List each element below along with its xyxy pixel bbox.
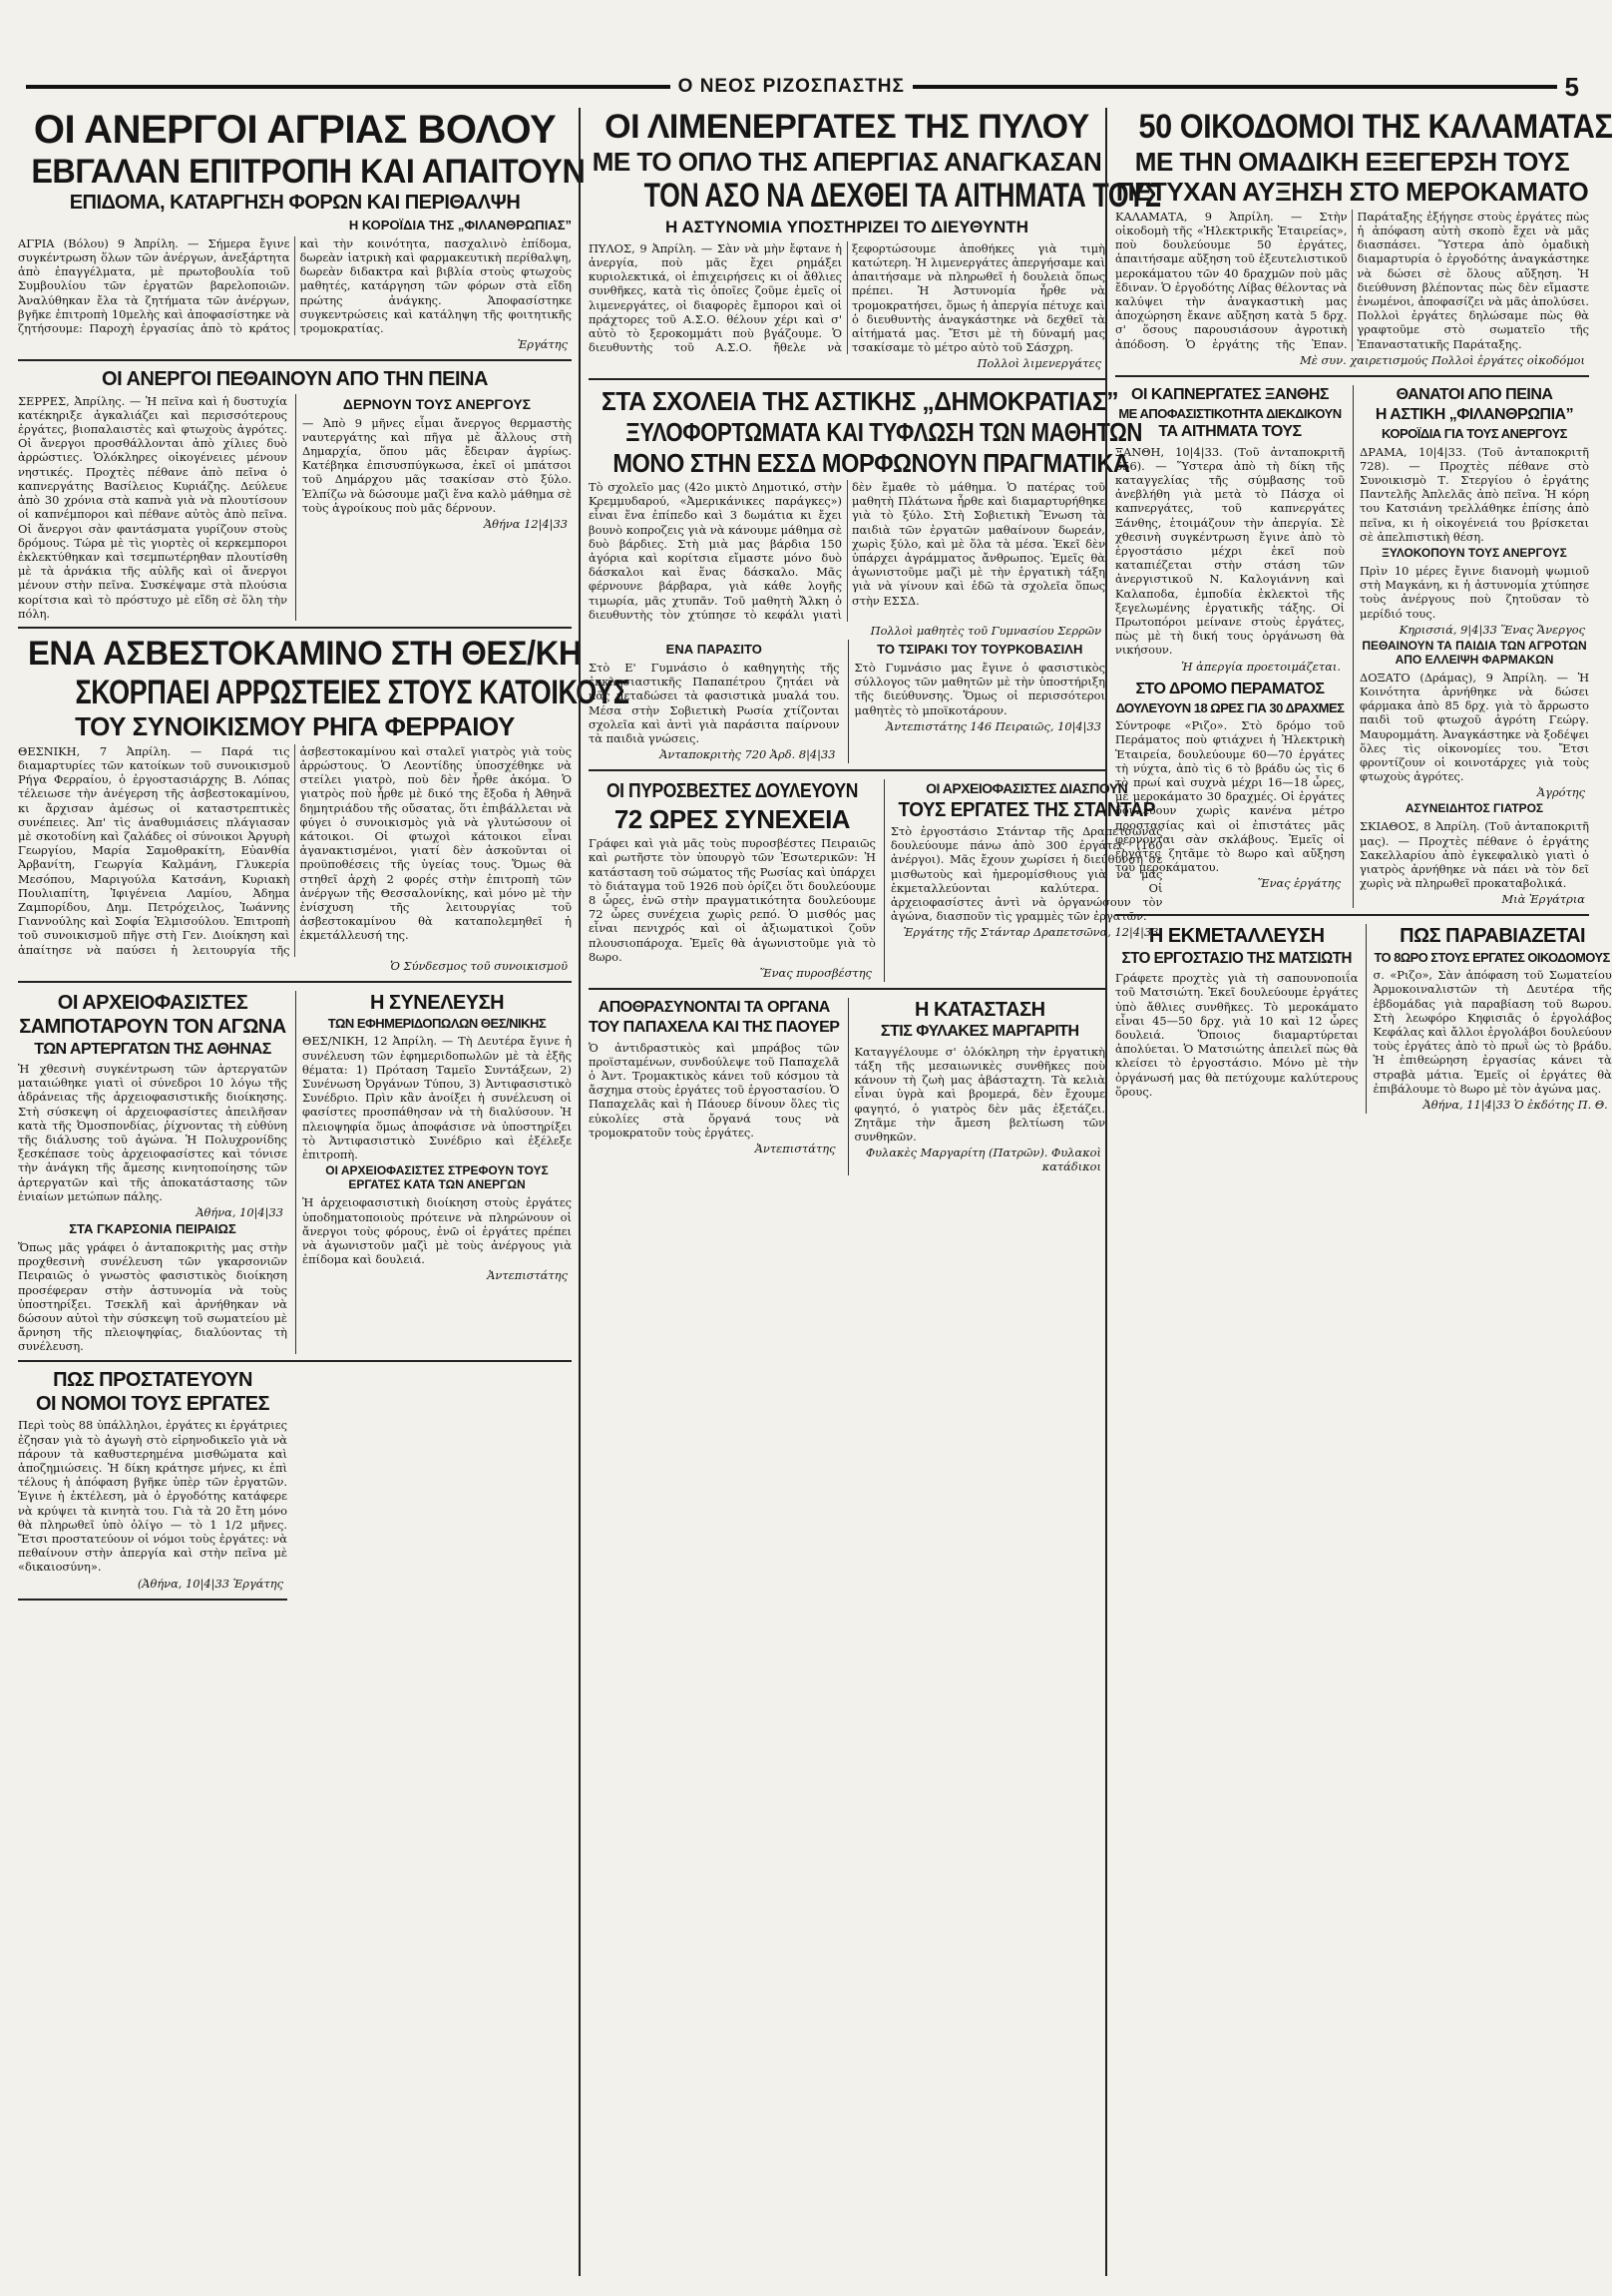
article-hunger-deaths (1353, 385, 1589, 909)
headline: ΣΤΙΣ ΦΥΛΑΚΕΣ ΜΑΡΓΑΡΙΤΗ (880, 1023, 1079, 1041)
headline: ΠΩΣ ΠΡΟΣΤΑΤΕΥΟΥΝ (53, 1368, 252, 1391)
article-body: Ὁ ἀντιδραστικὸς καὶ μπράβος τῶν προϊσταμένων, συνδούλεψε τοῦ Παπαχελᾶ ὁ Ἀντ. Τρομακτικὸς κάνει τοῦ κόσμου τὰ ἄσχημα στοὺς ἐργάτες τοῦ ἐργοστασίου. Ὁ Παπαχελᾶς καὶ ἡ Πάουερ δίνουν ὅλες τὶς εὐκολίες στὰ ὄργανά τους νὰ τρομοκρατοῦν τοὺς ἐργάτες. (589, 1040, 840, 1140)
article-signature: Ἐργάτης τῆς Στάνταρ Δραπετσῶνα, 12|4|33 (903, 925, 1159, 940)
masthead-rule-right (913, 85, 1557, 89)
article-8-hour (1366, 924, 1611, 1113)
masthead-rule-left (26, 85, 670, 89)
article-kalamata-builders (1115, 108, 1612, 377)
article-body: Γράφει καὶ γιὰ μᾶς τοὺς πυροσβέστες Πειραιῶς καὶ ρωτῆστε τὸν ὑπουργὸ τῶν Ἐσωτερικῶν: Ἡ κατάσταση τοῦ σώματος τῆς Ρωσίας καὶ ὑπάρχει τὸ διάταγμα τοῦ 1926 ποὺ ὁρίζει ὅτι δουλεύουμε 8 ὧρες, ἐνῶ στὴν πραγματικότητα δουλεύουμε 72 ὧρες συνέχεια χωρὶς ρεπό. Ὁ μισθός μας εἶναι πενιχρός καὶ οἱ ἀξιωματικοὶ ζοῦν πλουσιοπάροχα. Ἐμεῖς θὰ ἀγωνιστοῦμε γιὰ τὸ 8ωρο. (589, 836, 876, 964)
headline: ΟΙ ΑΡΧΕΙΟΦΑΣΙΣΤΕΣ ΔΙΑΣΠΟΥΝ (926, 780, 1128, 797)
article-pair (589, 779, 1163, 990)
subheadline: ΑΣΥΝΕΙΔΗΤΟΣ ΓΙΑΤΡΟΣ (1405, 801, 1544, 816)
headline: ΕΒΓΑΛΑΝ ΕΠΙΤΡΟΠΗ ΚΑΙ ΑΠΑΙΤΟΥΝ (31, 152, 586, 191)
article-signature: Ἀγρότης (1536, 785, 1585, 800)
article-main (18, 394, 287, 621)
article-xanthi-tobacco (1115, 385, 1345, 909)
headline: ΤΑ ΑΙΤΗΜΑΤΑ ΤΟΥΣ (1158, 423, 1302, 441)
article-body: Τὸ σχολεῖο μας (42ο μικτὸ Δημοτικό, στὴν Κρεμμυδαρού, «Ἀμερικάνικες παράγκες») εἶναι ἕνα ἐπίπεδο καὶ 3 δωμάτια κι ἔχει βουνὸ κοπροζεις γιὰ νὰ κάνουμε μάθημα σὲ δυὸ βάρδιες. Στὴ μιὰ μας βάρδια 150 ἀγόρια καὶ κορίτσια εἴμαστε μόνο δυὸ δάσκαλοι καὶ ἕνας δάσκαλο. Μᾶς φέρνουνε βάρβαρα, γιὰ κάθε λογῆς τιμωρία, μᾶς χτυπᾶν. Τοῦ μαθητὴ Ἄλκη ὁ διευθυντὴς τὸν χτύπησε τὸ κεφάλι γιατὶ δὲν ἔμαθε τὸ μάθημα. Ὁ πατέρας τοῦ μαθητὴ Πλάτωνα ἦρθε καὶ διαμαρτυρήθηκε γιὰ τὸ ξύλο. Στὴ Σοβιετικὴ Ἕνωση τὰ παιδιὰ τῶν ἐργατῶν μαθαίνουν δωρεάν, χωρὶς ξύλο, καὶ μὲ ὅλα τὰ μέσα. Ἐκεῖ δὲν ὑπάρχει ἀγράμματος ἄνθρωπος. Ἐμεῖς θὰ ἀγωνιστοῦμε μαζὶ μὲ τὴν ἐργατικὴ τάξη γιὰ νὰ γίνουν καὶ ἐδῶ τὰ σχολεῖα ὅπως στὴν ΕΣΣΔ. (589, 480, 1105, 622)
article-body: ΘΕΣΝΙΚΗ, 7 Ἀπρίλη. — Παρά τις διαμαρτυρίες τῶν κατοίκων τοῦ συνοικισμοῦ Ρήγα Φερραίου, ὁ ἐργοστασιάρχης Β. Λόπας τέλειωσε τὴν ἀνέγερση τῆς ἀσβεστοκαμίνου, κι ἄρχισαν ἀμέσως οἱ καταστρεπτικὲς συνέπειες. Ἀπ' τὶς ἀναθυμιάσεις πλάγιασαν μὲ σκοτοδίνη καὶ ζαλάδες οἱ σύνοικοι Ἀργυρὴ Γεωργίου, Μαρία Σαμοθρακίτη, Εὐανθία Ἀρβανίτη, Γεωργία Καλμάνη, Γλυκερία Μεσόπου, Μαριγούλα Κατσάνη, Κυριακὴ Πουλιαπίτη, Ἰφιγένεια Λαμίου, Ἀδημα Ζαμπορίδου, Δημ. Πετρόχειλος, Ἰωάννης Γιαννούλης καὶ Σοφία Ἐλμισούλου. Ἐπιτροπὴ τοῦ συνοικισμοῦ πῆγε στὴ Γεν. Διοίκηση καὶ ἀπαίτησε νὰ παύσει ἡ λειτουργία τῆς ἀσβεστοκαμίνου καὶ σταλεῖ γιατρὸς γιὰ τοὺς ἀρρώστους. Ὁ Λεοντίδης ὑποσχέθηκε νὰ στείλει γιατρὸ, ποὺ δὲν ἦρθε ἀκόμα. Ὁ γιατρὸς ποὺ ἦρθε μὲ δικό της ἔξοδα ἡ Ἀθηνᾶ δημητριάδου τῆς οὔσατας, ὅτι ἐπιβάλλεται νὰ φύγει ὁ συνοικισμὸς γιὰ νὰ γλυτώσουν οἱ κάτοικοι. Οἱ φτωχοὶ κάτοικοι εἶναι ἀγανακτισμένοι, γιατί δὲν ἀσκοῦνται οἱ προϋποθέσεις τῆς ὑγείας τους. Ὅμως θὰ στηθεῖ ἀρχὴ 2 φορές στὴν ἐπιτροπὴ τῶν ἀνέργων τῆς Θεσσαλονίκης, καὶ μόνο μὲ τὴν ἐνίσχυση τῆς λειτουργίας τοῦ ἀσβεστοκαμίνου θὰ καταπολεμηθεῖ ἡ ἐκμετάλλευσή της. (18, 743, 572, 957)
headline: ΟΙ ΑΝΕΡΓΟΙ ΠΕΘΑΙΝΟΥΝ ΑΠΟ ΤΗΝ ΠΕΙΝΑ (102, 368, 488, 391)
article-split (589, 640, 1105, 763)
headline: ΚΟΡΟΪΔΙΑ ΓΙΑ ΤΟΥΣ ΑΝΕΡΓΟΥΣ (1382, 426, 1567, 442)
headline: ΠΩΣ ΠΑΡΑΒΙΑΖΕΤΑΙ (1400, 925, 1586, 948)
headline: ΣΑΜΠΟΤΑΡΟΥΝ ΤΟΝ ΑΓΩΝΑ (19, 1016, 286, 1039)
article-body: Ὅπως μᾶς γράφει ὁ ἀνταποκριτὴς μας στὴν προχθεσινὴ συνέλευση τῶν γκαρσονιῶν Πειραιῶς ὁ γνωστὸς φασιστικὸς διοίκηση προσέφεραν στὴν ἀστυνομία νὰ τοὺς ὑποστηρίξει. Τσεκλῆ καὶ ἀρνήθηκαν νὰ δώσουν αὐτοὶ τὴν σύσκεψη τοῦ σωματείου μὲ ἄρνηση τῆς πλειοψηφίας, διαλύοντας τὴ συνέλευση. (18, 1239, 287, 1354)
side-body: — Ἀπὸ 9 μῆνες εἶμαι ἄνεργος θερμαστὴς ναυτεργάτης καὶ πῆγα μὲ ἄλλους στὴ Δημαρχία, ὅπου μᾶς ἔδειραν ἀγρίως. Κατέβηκα ἐπισυσπύγκωσα, ἐκεῖ οἱ μπάτσοι τοῦ Δημάρχου μᾶς τσακίσαν στὸ ξύλο. Ἐλπίζω νὰ δώσουμε μαζὶ ἕνα καλὸ μάθημα σὲ τοὺς ἀγροίκους ποὺ μᾶς δέρνουν. (302, 415, 572, 515)
headline: ΟΙ ΑΡΧΕΙΟΦΑΣΙΣΤΕΣ (57, 991, 248, 1014)
side-headline: Η ΚΟΡΟΪΔΙΑ ΤΗΣ „ΦΙΛΑΝΘΡΩΠΙΑΣ” (348, 217, 572, 232)
article-split (18, 394, 572, 621)
article-signature: Ἐργάτης (517, 337, 568, 352)
headline: Η ΕΚΜΕΤΑΛΛΕΥΣΗ (1148, 925, 1325, 948)
article-body: Στὸ ἐργοστάσιο Στάνταρ τῆς Δραπετσώνας δουλεύουμε πάνω ἀπὸ 300 ἐργάτες (160 ἀνέργοι). Μᾶς ἔχουν χωρίσει ἡ διεύθυνση σὲ μισθωτοὺς καὶ ἡμερομίσθιους γιὰ νὰ μᾶς ἐκμεταλλεύονται καλύτερα. Οἱ ἀρχειοφασίστες ἀντὶ νὰ ὀργανώσουν τὸν ἀγώνα, διασποῦν τὶς γραμμὲς τῶν ἐργατῶν. (890, 823, 1163, 924)
article-pair (1115, 924, 1612, 1113)
article-schools (589, 386, 1143, 771)
article-signature: Ἀθήνα, 10|4|33 (196, 1204, 283, 1219)
article-signature: Ἀθήνα 12|4|33 (483, 517, 568, 532)
article-laws-protect (18, 1370, 287, 1601)
article-body: Ἡ ἀρχειοφασιστικὴ διοίκηση στοὺς ἐργάτες ὑποδηματοποιοὺς πρότεινε νὰ πληρώνουν οἱ ἄνεργοι τοὺς φόρους, ἐνῶ οἱ ἐργάτες πρέπει νὰ ἀγωνιστοῦν μαζὶ μὲ τοὺς ἀνέργους γιὰ ἐπίδομα καὶ δουλειά. (302, 1195, 572, 1267)
article-tsiraki (848, 640, 1106, 763)
subheadline: ΣΤΑ ΓΚΑΡΣΟΝΙΑ ΠΕΙΡΑΙΩΣ (69, 1220, 236, 1236)
article-body: Στὸ Γυμνάσιο μας ἔγινε ὁ φασιστικὸς σύλλογος τῶν μαθητῶν μὲ τὴν ὑποστήριξη τῆς διεύθυνσης. Ὅμως οἱ περισσότεροι μαθητὲς τὸ μποϊκοτάρουν. (854, 661, 1105, 717)
headline: ΣΤΑ ΣΧΟΛΕΙΑ ΤΗΣ ΑΣΤΙΚΗΣ „ΔΗΜΟΚΡΑΤΙΑΣ” (601, 386, 1119, 417)
article-body: ΚΑΛΑΜΑΤΑ, 9 Ἀπρίλη. — Στὴν οἰκοδομὴ τῆς «Ἠλεκτρικῆς Ἑταιρείας», ποὺ δουλεύουμε 50 ἐργάτες, ἀπαιτήσαμε αὔξηση τοῦ ἐξευτελιστικοῦ μεροκάματου τῶν 40 δραχμῶν ποὺ μᾶς ἔδιναν. Ὁ ἐργοδότης Λίβας θέλοντας νὰ καλύψει τὴν ἀναγκαστικὴ μας ἀποχώρηση ἔκανε αὔξηση κατὰ 5 δρχ. σ' ὅσους παρουσιάσουν ἀγροτικὴ ἀπόδοση. Ὁ ἐργάτης τῆς Ἐπαν. Παράταξης ἐξήγησε στοὺς ἐργάτες πὼς ἡ ἀπόφαση αὐτὴ σκοπὸ ἔχει νὰ μᾶς διασπάσει. Ὕστερα ἀπὸ ὁμαδικὴ διαμαρτυρία ὁ ἐργοδότης ἀναγκάστηκε νὰ δώσει σὲ ὅλους αὔξηση. Ἡ διεύθυνση βλέποντας πὼς δὲν εἴμαστε ἑνωμένοι, ἀποφασίζει νὰ μᾶς ἀπολύσει. Πολλοὶ ἐργάτες δηλώσαμε πὼς θὰ γραφτοῦμε στὸ σωματεῖο τῆς Ἐπαναστατικῆς Παράταξης. (1115, 209, 1590, 351)
article-body: Ἡ χθεσινὴ συγκέντρωση τῶν ἀρτεργατῶν ματαιώθηκε γιατὶ οἱ σύνεδροι 10 λόγω τῆς ἀδράνειας τῆς ἀρχειοφασιστικῆς διοίκησης. Στὴ σύσκεψη οἱ ἀρχειοφασίστες ἀπειλῆσαν κατὰ τῆς Ὀμοσπονδίας, ῥίχνοντας τὴ εὐθύνη τῆς διάλυσης τοῦ ἀγώνα. Ἡ Πολυχρονίδης ξεσκέπασε τοὺς ἀρχειοφασίστες καὶ τόνισε τὴν ἀνάγκη τῆς ἄμεσης κινητοποίησης τῶν ἀρτεργατῶν καὶ τῆς ἀποκατάστασης τῶν ἑνιαίων μετώπων πάλης. (18, 1061, 287, 1203)
subheadline: ΤΩΝ ΑΡΤΕΡΓΑΤΩΝ ΤΗΣ ΑΘΗΝΑΣ (34, 1040, 271, 1058)
article-body: Στὸ Ε' Γυμνάσιο ὁ καθηγητὴς τῆς ἐκκλησιαστικῆς Παπαπέτρου ζητάει νὰ μᾶς μεταδώσει τὰ φασιστικὰ μυαλά του. Μέσα στὴν Σοβιετικὴ Ρωσία χτίζονται σχολεῖα καὶ ἀντὶ γιὰ παράσιτα παίρνουν τὰ παιδιὰ γνώσεις. (589, 661, 840, 746)
article-side (295, 394, 572, 621)
headline: ΤΟΝ ΑΣΟ ΝΑ ΔΕΧΘΕΙ ΤΑ ΑΙΤΗΜΑΤΑ ΤΟΥΣ (643, 177, 1161, 216)
column-left (18, 108, 629, 2276)
headline: ΜΕ ΤΟ ΟΠΛΟ ΤΗΣ ΑΠΕΡΓΙΑΣ ΑΝΑΓΚΑΣΑΝ (592, 146, 1102, 177)
article-pylos-dockers (589, 108, 1161, 380)
article-signature: Ἡ ἀπεργία προετοιμάζεται. (1181, 659, 1341, 674)
article-body: σ. «Ριζο», Σὰν ἀπόφαση τοῦ Σωματείου Ἀρμοκοιναλιστῶν τὴ Δευτέρα τῆς ἑβδομάδας γιὰ παραβίαση τοῦ 8ωρου. Στὴ λεωφόρο Κηφισιᾶς ὁ ἐργολάβος Κεφάλας καὶ ἄλλοι ἐργολάβοι δουλεύουν τοὺς ἐργάτες ἀπὸ τὸ πρωῒ ὡς τὸ βράδυ. Ἡ ἐπιθεώρηση ἐργασίας κάνει τὰ στραβὰ μάτια. Ἐμεῖς οἱ ἐργάτες θὰ ἐπιβάλουμε τὸ 8ωρο μὲ τὸν ἀγώνα μας. (1373, 968, 1612, 1096)
article-body: ΔΟΞΑΤΟ (Δράμας), 9 Ἀπρίλη. — Ἡ Κοινότητα ἀρνήθηκε νὰ δώσει φάρμακα ἀπὸ 85 δρχ. γιὰ τὸ ἄρρωστο παιδὶ τοῦ φτωχοῦ ἀγρότη Γεώργ. Μαυρομμάτη. Ἀναγκάστηκε νὰ ξοδέψει ὅλες τὶς οἰκονομίες του. Ἔτσι φροντίζουν οἱ κοινοτάρχες γιὰ τοὺς φτωχοὺς ἀγρότες. (1360, 670, 1589, 784)
headline: ΞΥΛΟΦΟΡΤΩΜΑΤΑ ΚΑΙ ΤΥΦΛΩΣΗ ΤΩΝ ΜΑΘΗΤΩΝ (625, 417, 1143, 447)
headline: ΕΝΑ ΑΣΒΕΣΤΟΚΑΜΙΝΟ ΣΤΗ ΘΕΣ/ΚΗ (27, 634, 583, 673)
headline: ΜΕ ΑΠΟΦΑΣΙΣΤΙΚΟΤΗΤΑ ΔΙΕΚΔΙΚΟΥΝ (1118, 406, 1342, 422)
headline: ΟΙ ΛΙΜΕΝΕΡΓΑΤΕΣ ΤΗΣ ΠΥΛΟΥ (604, 108, 1089, 146)
headline: ΑΠΟΘΡΑΣΥΝΟΝΤΑΙ ΤΑ ΟΡΓΑΝΑ (598, 999, 830, 1017)
headline: ΔΟΥΛΕΥΟΥΝ 18 ΩΡΕΣ ΓΙΑ 30 ΔΡΑΧΜΕΣ (1115, 699, 1345, 715)
subheadline: ΞΥΛΟΚΟΠΟΥΝ ΤΟΥΣ ΑΝΕΡΓΟΥΣ (1382, 546, 1567, 561)
article-signature: Ἕνας ἐργάτης (1257, 876, 1341, 891)
newspaper-title: Ο ΝΕΟΣ ΡΙΖΟΣΠΑΣΤΗΣ (677, 76, 905, 97)
side-headline: ΔΕΡΝΟΥΝ ΤΟΥΣ ΑΝΕΡΓΟΥΣ (342, 395, 532, 412)
article-body: ΠΥΛΟΣ, 9 Ἀπρίλη. — Σὰν νὰ μὴν ἔφτανε ἡ ἀνεργία, ποὺ μᾶς ἔχει ρημάξει κυριολεκτικά, οἱ ἐπιχειρήσεις κι οἱ ἄθλιες συνθῆκες, κατὰ τὶς ὁποῖες ζοῦμε ἐμεῖς οἱ λιμενεργάτες, οἱ διαφορὲς ἔμποροι καὶ οἱ πράχτορες τοῦ Α.Σ.Ο. θέλουν χέρι καὶ σ' αὐτὸ τὸ ξεροκομμάτι ποὺ βγάζουμε. Ὁ διευθυντὴς τοῦ Α.Σ.Ο. ἤθελε νὰ ξεφορτώσουμε ἀποθήκες γιὰ τιμὴ κατώτερη. Ἡ λιμενεργάτες ἀπεργήσαμε καὶ ἀπαιτήσαμε νὰ πληρωθεῖ ἡ δουλειὰ ὅπως πρέπει. Ἡ Ἀστυνομία ἦρθε νὰ τρομοκρατήσει, ὅμως ἡ ἀπεργία πέτυχε καὶ ὁ διευθυντὴς ἀναγκάστηκε νὰ δεχθεῖ τὰ αἰτήματά μας. Ἔτσι μὲ τὴ δύναμή μας τσακίσαμε τὸ μέτρο αὐτὸ τοῦ Σάσχρη. (589, 240, 1105, 355)
headline: ΣΤΟ ΕΡΓΟΣΤΑΣΙΟ ΤΗΣ ΜΑΤΣΙΩΤΗ (1121, 949, 1353, 967)
article-signature: Πολλοὶ λιμενεργάτες (977, 356, 1101, 371)
headline: Η ΣΥΝΕΛΕΥΣΗ (369, 991, 505, 1014)
headline: ΤΟΥ ΠΑΠΑΧΕΛΑ ΚΑΙ ΤΗΣ ΠΑΟΥΕΡ (589, 1019, 840, 1037)
article-signature: Ἀθήνα, 11|4|33 Ὁ ἐκδότης Π. Θ. (1422, 1097, 1608, 1112)
article-serres-hunger (18, 369, 572, 629)
article-signature: Μιὰ Ἐργάτρια (1501, 892, 1585, 907)
subheadline: ΤΩΝ ΕΦΗΜΕΡΙΔΟΠΩΛΩΝ ΘΕΣ/ΝΙΚΗΣ (327, 1016, 547, 1032)
subheadline: ΕΠΙΔΟΜΑ, ΚΑΤΑΡΓΗΣΗ ΦΟΡΩΝ ΚΑΙ ΠΕΡΙΘΑΛΨΗ (69, 192, 521, 215)
headline: Η ΑΣΤΙΚΗ „ΦΙΛΑΝΘΡΩΠΙΑ” (1375, 406, 1574, 424)
article-body: ΑΓΡΙΑ (Βόλου) 9 Ἀπρίλη. — Σήμερα ἔγινε συγκέντρωση ὅλων τῶν ἀνέργων, ἀνεξάρτητα ἀπὸ ἐπαγγέλματα, μὲ πρωτοβουλία τοῦ Συμβουλίου τῶν ἐργατῶν βαρελοποιῶν. Ἀναλύθηκαν ἔλα τὰ ζητήματα τῶν ἀνέργων, βγῆκε ἐπιτροπὴ 10μελὴς καὶ ἀποφασίστηκε νὰ ζητήσουμε: Παροχὴ ἐργασίας ἀπὸ τὸ κράτος καὶ τὴν κοινότητα, πασχαλινὸ ἐπίδομα, δωρεὰν ἰατρικὴ καὶ φαρμακευτικὴ περίθαλψη, δωρεὰν διδακτρα καὶ βιβλία στοὺς φτωχοὺς μαθητές, κατάργηση τῶν φόρων στὰ εἴδη πρώτης ἀνάγκης. Ἀποφασίστηκε συγκεντρώσεις καὶ κατάληψη τῆς φοιτητικῆς τρομοκρατίας. (18, 235, 572, 336)
article-body: ΣΚΙΑΘΟΣ, 8 Ἀπρίλη. (Τοῦ ἀνταποκριτῆ μας). — Προχτὲς πέθανε ὁ ἐργάτης Σακελλαρίου ἀπὸ ἐγκεφαλικὸ γιατὶ ὁ γιατρὸς ἀρνήθηκε νὰ πάει νὰ τὸν δεῖ χωρὶς νὰ πληρωθεῖ προκαταβολικά. (1360, 819, 1589, 891)
article-pair (589, 998, 1105, 1175)
article-body: Γράφετε προχτὲς γιὰ τὴ σαπουνοποιΐα τοῦ Ματσιώτη. Ἐκεῖ δουλεύουμε ἐργάτες ὑπὸ ἄθλιες συνθῆκες. Τὸ μεροκάματο εἶναι 45—50 δρχ. γιὰ 10 καὶ 12 ὧρες δουλειά. Ὅποιος διαμαρτύρεται ἀπολύεται. Ὁ Ματσιώτης ἀπειλεῖ πὼς θὰ κλείσει τὸ ἐργοστάσιο. Μόνο μὲ τὴν ὀργάνωσή μας θὰ πετύχουμε καλύτερους ὅρους. (1115, 971, 1359, 1099)
article-signature: Φυλακὲς Μαργαρίτη (Πατρῶν). Φυλακοὶ κατάδικοι (865, 1146, 1101, 1174)
article-parasite (589, 640, 840, 763)
headline: ΘΑΝΑΤΟΙ ΑΠΟ ΠΕΙΝΑ (1396, 385, 1553, 403)
article-news-vendors (295, 991, 572, 1354)
column-right (1105, 108, 1612, 2276)
article-signature: Ὁ Σύνδεσμος τοῦ συνοικισμοῦ (390, 958, 568, 973)
article-signature: Ἀντεπιστάτης 146 Πειραιῶς, 10|4|33 (886, 718, 1101, 733)
article-firefighters (589, 779, 876, 982)
page-number: 5 (1564, 71, 1580, 102)
subheadline: ΟΙ ΑΡΧΕΙΟΦΑΣΙΣΤΕΣ ΣΤΡΕΦΟΥΝ ΤΟΥΣ ΕΡΓΑΤΕΣ ΚΑΤΑ ΤΩΝ ΑΝΕΡΓΩΝ (325, 1163, 549, 1192)
headline: 72 ΩΡΕΣ ΣΥΝΕΧΕΙΑ (613, 803, 851, 834)
masthead (18, 71, 1580, 102)
article-signature: Ἀντεπιστάτης (487, 1268, 568, 1283)
article-pair (18, 991, 572, 1362)
headline: 50 ΟΙΚΟΔΟΜΟΙ ΤΗΣ ΚΑΛΑΜΑΤΑΣ (1138, 108, 1612, 146)
article-agria-unemployed (18, 108, 586, 361)
article-signature: (Ἀθήνα, 10|4|33 Ἐργάτης (137, 1576, 283, 1591)
article-signature: Πολλοὶ μαθητὲς τοῦ Γυμνασίου Σερρῶν (870, 624, 1101, 639)
headline: ΜΕ ΤΗΝ ΟΜΑΔΙΚΗ ΕΞΕΓΕΡΣΗ ΤΟΥΣ (1134, 146, 1570, 177)
headline: ΣΤΟ ΔΡΟΜΟ ΠΕΡΑΜΑΤΟΣ (1135, 680, 1325, 697)
article-body: ΞΑΝΘΗ, 10|4|33. (Τοῦ ἀνταποκριτῆ 656). — Ὕστερα ἀπὸ τὴ δίκη τῆς καταγγελίας τῆς σύμβασης τοῦ ἀνεβλήθη γιὰ μετὰ τὸ Πάσχα οἱ καπνεργάτες, τοῦ καπνεργάτες Ξάνθης, ἑτοιμάζουν τὴν ἀπεργία. Σὲ χθεσινὴ συγκέντρωση ἔγινε ἀπὸ τὸ ἐργοστάσιο μέχρι ἑκεῖ ποὺ καταπιέζεται στὴν στάση τῶν ἀνεργιστικοῦ Ν. Καλογιάννη καὶ Καλαποδα, ἐμποδία ἐκλεκτοὶ τῆς ξεγελωμένης ἐργατικῆς τάξης. Οἱ Πρωτοπόροι μείνανε στοὺς ἐργάτες, πὼς μὲ τὴ δική τους ὀργάνωση θὰ νικήσουν. (1115, 444, 1345, 658)
headline: ΟΙ ΚΑΠΝΕΡΓΑΤΕΣ ΞΑΝΘΗΣ (1131, 385, 1329, 403)
article-matsiotis (1115, 924, 1358, 1113)
headline: ΟΙ ΝΟΜΟΙ ΤΟΥΣ ΕΡΓΑΤΕΣ (35, 1392, 270, 1415)
article-signature: Ἀνταποκριτὴς 720 Ἀρδ. 8|4|33 (659, 747, 836, 762)
subheadline: ΤΟ ΤΣΙΡΑΚΙ ΤΟΥ ΤΟΥΡΚΟΒΑΣΙΛΗ (877, 642, 1083, 658)
headline: Η ΚΑΤΑΣΤΑΣΗ (914, 999, 1045, 1022)
headline: ΟΙ ΑΝΕΡΓΟΙ ΑΓΡΙΑΣ ΒΟΛΟΥ (33, 108, 557, 152)
subheadline: ΠΕΘΑΙΝΟΥΝ ΤΑ ΠΑΙΔΙΑ ΤΩΝ ΑΓΡΟΤΩΝ ΑΠΟ ΕΛΛΕΙΨΗ ΦΑΡΜΑΚΩΝ (1362, 638, 1587, 667)
article-body: Σύντροφε «Ριζο». Στὸ δρόμο τοῦ Περάματος ποὺ φτιάχνει ἡ Ἠλεκτρικὴ Ἑταιρεία, δουλεύουμε 60—70 ἐργάτες τὴ νύχτα, ἀπὸ τὶς 6 τὸ βράδυ ὡς τὶς 6 τὸ πρωί καὶ συχνὰ μέχρι 16—18 ὧρες, μὲ μεροκάματο 30 δραχμές. Οἱ ἐργάτες δουλεύουν χωρὶς κανένα μέτρο προστασίας καὶ οἱ ἐπιστάτες μᾶς φέρνονται σὰν σκλάβους. Ἐμεῖς οἱ ἐργάτες ζητᾶμε τὸ 8ωρο καὶ αὔξηση τοῦ μεροκάματου. (1115, 718, 1345, 875)
article-signature: Κηρισσιά, 9|4|33 Ἕνας Ἄνεργος (1399, 622, 1585, 637)
article-body: ΣΕΡΡΕΣ, Ἀπρίλης. — Ἡ πεῖνα καὶ ἡ δυστυχία κατέκηριξε ἀγκαλιάζει καὶ περισσότερους ἐργάτες, βιοπαλαιστὲς καὶ φτωχοὺς ἀγρότες. Οἱ ἄνεργοι προσθάλλονται ἀπὸ χίλιες δυὸ ἀρρώστιες. Ὁλόκληρες οἰκογένειες μένουν νηστικές. Προχτὲς πέθανε ἀπὸ πεῖνα ὁ καπνεργάτης Βασίλειος Κυριάζης. Δεύλευε ἀπὸ 30 χρόνια στὰ καπνὰ γιὰ νὰ πλουτίσουν οἱ καπνέμποροι καὶ πέθανε αὐτὸς ἀπὸ πεῖνα. Οἱ ἄνεργοι σὰν φαντάσματα γυρίζουν στοὺς δρόμους. Τώρα μὲ τὶς γιορτὲς οἱ κερκεμποροι ἐκλεκτύθηκαν καὶ τσεμπωτέρηθαν πλουτίσθη μὲ τὰ ἀρνάκια τῆς αὐλῆς καὶ οἱ ἄνεργοι μένουν στὴν πεῖνα. Συσκέψαμε στὰ πλούσια κορίτσια καὶ τὸ πρόστυχο μὲ εἴδη σὲ ὅλη τὴν πόλη. (18, 393, 287, 621)
article-pair (1115, 385, 1589, 917)
headline: ΣΚΟΡΠΑΕΙ ΑΡΡΩΣΤΕΙΕΣ ΣΤΟΥΣ ΚΑΤΟΙΚΟΥΣ (75, 673, 629, 711)
headline: ΜΟΝΟ ΣΤΗΝ ΕΣΣΔ ΜΟΡΦΩΝΟΥΝ ΠΡΑΓΜΑΤΙΚΑ (612, 447, 1130, 478)
article-body: Καταγγέλουμε σ' ὁλόκληρη τὴν ἐργατικὴ τάξη τῆς μεσαιωνικὲς συνθῆκες ποὺ κάνουν τὴ ζωὴ μας ἀβάσταχτη. Τὰ κελιὰ εἶναι ὑγρὰ καὶ βρομερά, δὲν ἔχουμε φαγητό, ὁ γιατρὸς δὲν μᾶς ἐξετάζει. Ζητᾶμε τὴν ἄμεση βελτίωση τῶν συνθηκῶν. (854, 1044, 1105, 1144)
article-body: Περὶ τοὺς 88 ὑπάλληλοι, ἐργάτες κι ἐργάτριες ἐζησαν γιὰ τὸ ἀγωγὴ στὸ εἰρηνοδικεῖο γιὰ νὰ πάρουν τὰ καθυστερημένα μισθώματα καὶ ἀποζημιώσεις. Ἡ δίκη κράτησε μήνες, κι ἐπὶ τέλους ἡ ἀπόφαση βγῆκε ὑπὲρ τῶν ἐργατῶν. Ἐγινε ἡ ἐκτέλεση, μὰ ὁ ἐργοδότης κατάφερε νὰ κρύψει τὰ κινητὰ του. Γιὰ τὰ 20 ἔτη μόνο θὰ πληρωθεῖ ὑπὸ ὀλίγο — τὸ 1 1/2 μῆνες. Ἔτσι προστατεύουν οἱ νόμοι τοὺς ἐργάτες: νὰ πεθαίνουν στὴν ἀπεργία καὶ στὴν πεῖνα μὲ «δικαιοσύνη». (18, 1418, 287, 1575)
article-papachelas (589, 998, 840, 1175)
subheadline: Η ΑΣΤΥΝΟΜΙΑ ΥΠΟΣΤΗΡΙΖΕΙ ΤΟ ΔΙΕΥΘΥΝΤΗ (665, 217, 1028, 236)
article-body: ΘΕΣ/ΝΙΚΗ, 12 Ἀπρίλη. — Τὴ Δευτέρα ἔγινε ἡ συνέλευση τῶν ἐφημεριδοπωλῶν μὲ τὰ ἑξῆς θέματα: 1) Πρόταση Ταμεῖο Συντάξεων, 2) Συνένωση Ὀργάνων Τύπου, 3) Ἀντιφασιστικὸ Συνέδριο. Πρὶν κἂν ἀνοίξει ἡ συνέλευση οἱ φασίστες προσπάθησαν νὰ τὴ διαλύσουν. Ἡ πλειοψηφία ὅμως ἀποφάσισε νὰ ὑποστηρίξει τὸ Ἀντιφασιστικὸ Συνέδριο καὶ ἐξέλεξε ἐπιτροπὴ. (302, 1034, 572, 1162)
headline: ΠΕΤΥΧΑΝ ΑΥΞΗΣΗ ΣΤΟ ΜΕΡΟΚΑΜΑΤΟ (1115, 177, 1589, 208)
article-signature: Ἀντεπιστάτης (754, 1142, 836, 1156)
article-body: Πρὶν 10 μέρες ἔγινε διανομὴ ψωμιοῦ στὴ Μαγκάνη, κι ἡ ἀστυνομία χτύπησε τοὺς ἀνέργους ποὺ ζητοῦσαν τὸ μερίδιό τους. (1360, 564, 1589, 621)
article-body: ΔΡΑΜΑ, 10|4|33. (Τοῦ ἀνταποκριτῆ 728). — Προχτὲς πέθανε στὸ Συνοικισμὸ Τ. Στεργίου ὁ ἐργάτης Παντελῆς Ἀπλελᾶς ἀπὸ πεῖνα. Ἡ κόρη του Κατσιάνη τρελλάθηκε ἐπίσης ἀπὸ πεῖνα, κι ἡ οἰκογένειά του βρίσκεται σὲ ἀπελπιστικὴ θέση. (1360, 444, 1589, 544)
article-prison (848, 998, 1106, 1175)
headline: ΤΟ 8ΩΡΟ ΣΤΟΥΣ ΕΡΓΑΤΕΣ ΟΙΚΟΔΟΜΟΥΣ (1375, 949, 1611, 965)
article-archeofascists (18, 991, 287, 1354)
headline: ΟΙ ΠΥΡΟΣΒΕΣΤΕΣ ΔΟΥΛΕΥΟΥΝ (605, 780, 858, 803)
subheadline: ΤΟΥ ΣΥΝΟΙΚΙΣΜΟΥ ΡΗΓΑ ΦΕΡΡΑΙΟΥ (75, 711, 515, 742)
article-signature: Ἕνας πυροσβέστης (759, 966, 872, 981)
subheadline: ΕΝΑ ΠΑΡΑΣΙΤΟ (665, 642, 762, 658)
column-middle (579, 108, 1163, 2276)
article-lime-kiln (18, 634, 629, 983)
article-signature: Μὲ συν. χαιρετισμούς Πολλοὶ ἐργάτες οἰκοδόμοι (1300, 352, 1585, 367)
headline: ΤΟΥΣ ΕΡΓΑΤΕΣ ΤΗΣ ΣΤΑΝΤΑΡ (898, 798, 1155, 821)
